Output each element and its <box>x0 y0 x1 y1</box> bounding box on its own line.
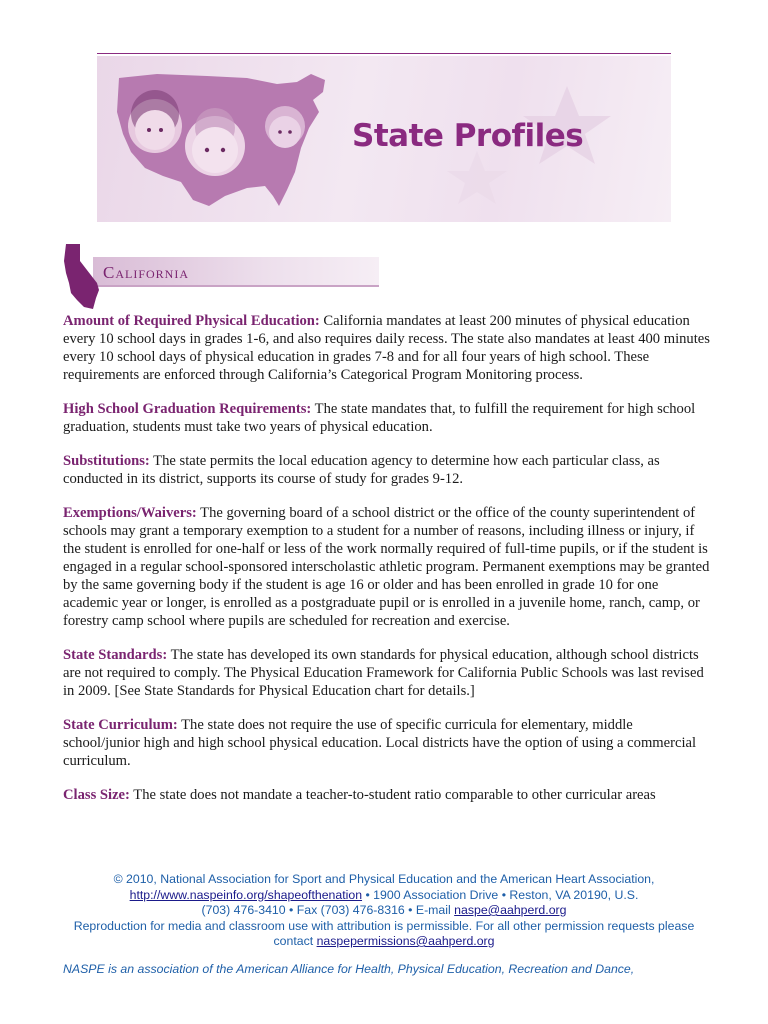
contact-line <box>40 934 728 950</box>
phone-line <box>40 903 728 919</box>
email-link[interactable]: naspe@aahperd.org <box>454 903 567 917</box>
section-standards <box>63 646 713 700</box>
footer <box>40 872 728 950</box>
section-class-size <box>63 786 713 804</box>
state-header <box>63 243 381 313</box>
section-substitutions <box>63 452 713 488</box>
section-label: Amount of Required Physical Education: <box>63 313 320 329</box>
section-label: State Standards: <box>63 647 168 663</box>
section-label: High School Graduation Requirements: <box>63 401 312 417</box>
copyright-line: © 2010, National Association for Sport and Physical Education and the American Heart Association, <box>113 872 655 886</box>
naspe-note: NASPE is an association of the American Alliance for Health, Physical Education, Recreation and Dance, <box>63 962 635 976</box>
phone-text: (703) 476-3410 • Fax (703) 476-8316 • E-mail <box>201 903 455 917</box>
section-label: Class Size: <box>63 787 130 803</box>
section-text: The state mandates that, to fulfill the requirement for high school graduation, students must take two years of physical education. <box>63 401 696 435</box>
profile-content <box>63 312 713 820</box>
address-text: • 1900 Association Drive • Reston, VA 20190, U.S. <box>362 887 639 902</box>
section-text: California mandates at least 200 minutes of physical education every 10 school days in grades 1-6, and also requires daily recess. The state also mandates at least 400 minutes every 10 school days of physical education in grades 7-8 and for all four years of high school. These requirements are enforced through California’s Categorical Program Monitoring process. <box>63 313 710 383</box>
section-text: The governing board of a school district or the office of the county superintendent of schools may grant a temporary exemption to a student for a number of reasons, including illness or injury, if the student is enrolled for one-half or less of the work normally required of full-time pupils, or if the student is engaged in a regular school-sponsored interscholastic athletic program. Permanent exemptions may be granted by the same governing body if the student is age 16 or older and has been enrolled in grade 10 for one academic year or longer, is enrolled as a postgraduate pupil or is enrolled in a juvenile home, ranch, camp, or forestry camp school where pupils are scheduled for recreation and exercise. <box>63 505 710 629</box>
top-rule <box>97 53 671 54</box>
california-outline-icon <box>63 243 107 313</box>
section-exemptions <box>63 504 713 630</box>
contact-text: contact <box>273 934 317 948</box>
page-title: State Profiles <box>352 118 584 154</box>
permissions-email-link[interactable]: naspepermissions@aahperd.org <box>316 934 495 948</box>
section-text: The state has developed its own standards for physical education, although school districts are not required to comply. The Physical Education Framework for California Public Schools was last revised in 2009. [See State Standards for Physical Education chart for details.] <box>63 647 704 699</box>
section-required-pe <box>63 312 713 384</box>
website-link[interactable]: http://www.naspeinfo.org/shapeofthenation <box>129 887 363 902</box>
section-graduation <box>63 400 713 436</box>
reproduction-line: Reproduction for media and classroom use with attribution is permissible. For all other permission requests please <box>73 918 695 933</box>
header-banner <box>97 56 671 222</box>
section-text: The state does not mandate a teacher-to-student ratio comparable to other curricular areas <box>129 787 656 803</box>
section-text: The state does not require the use of specific curricula for elementary, middle school/junior high and high school physical education. Local districts have the option of using a commercial curriculum. <box>63 717 697 769</box>
section-curriculum <box>63 716 713 770</box>
section-text: The state permits the local education agency to determine how each particular class, as conducted in its district, supports its course of study for grades 9-12. <box>63 453 660 487</box>
section-label: Exemptions/Waivers: <box>63 505 197 521</box>
state-name: California <box>103 263 190 282</box>
section-label: State Curriculum: <box>63 717 178 733</box>
section-label: Substitutions: <box>63 453 150 469</box>
address-line <box>40 888 728 904</box>
